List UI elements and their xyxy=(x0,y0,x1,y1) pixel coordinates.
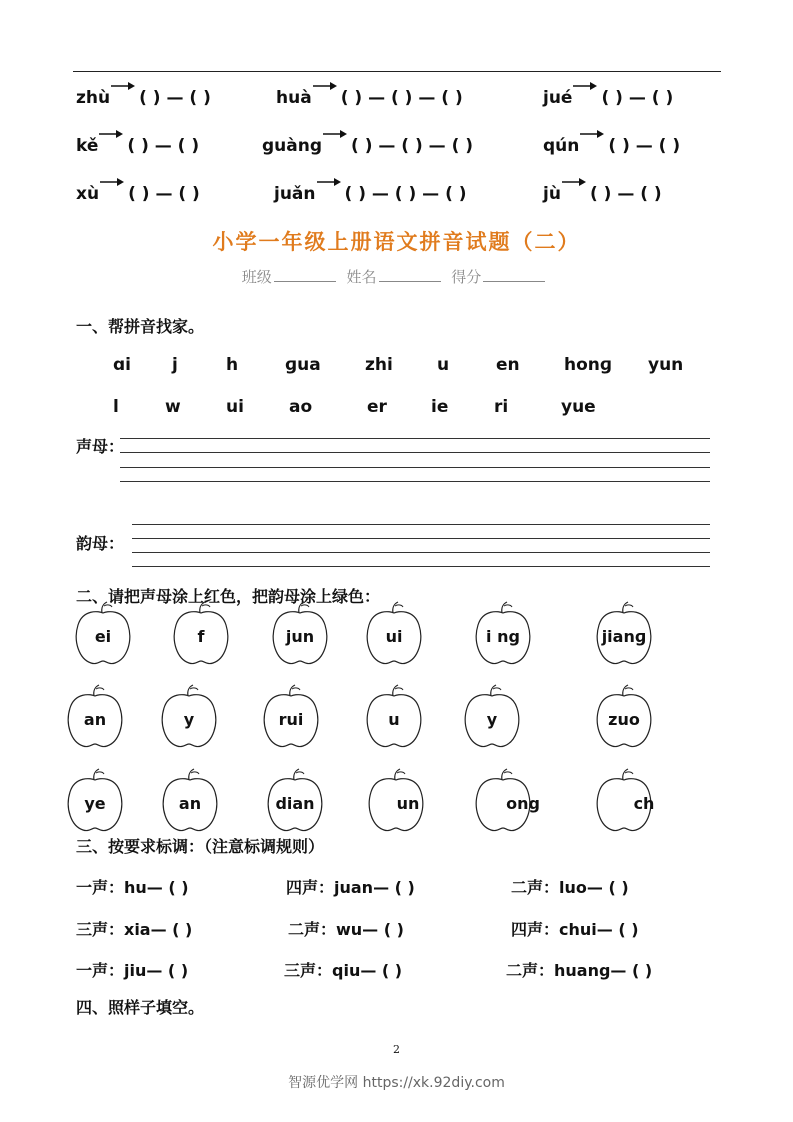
pinyin-item: ɑi xyxy=(113,355,131,375)
apple-item[interactable] xyxy=(61,684,129,756)
apple-item[interactable] xyxy=(362,768,430,840)
writing-line[interactable] xyxy=(132,524,710,525)
apple-item[interactable] xyxy=(266,601,334,673)
example-item xyxy=(543,79,673,108)
score-field[interactable] xyxy=(483,269,545,282)
apple-item[interactable] xyxy=(156,768,224,840)
writing-line[interactable] xyxy=(132,566,710,567)
example-item xyxy=(543,127,680,156)
arrow-icon xyxy=(99,127,123,141)
blank-slots: ( ) — ( ) — ( ) xyxy=(340,88,463,108)
blank-slots: ( ) — ( ) xyxy=(608,136,681,156)
apple-label: y xyxy=(486,710,498,729)
apple-label: un xyxy=(396,794,420,813)
pinyin-item: u xyxy=(437,355,450,375)
apple-label: ch xyxy=(633,794,655,813)
pinyin-item: ri xyxy=(494,397,509,417)
apple-item[interactable] xyxy=(590,684,658,756)
shengmu-label: 声母： xyxy=(76,437,125,456)
pinyin-item: w xyxy=(165,397,181,417)
apple-label: dian xyxy=(275,794,315,813)
apple-label: y xyxy=(183,710,195,729)
syllable: qún xyxy=(543,136,580,156)
apple-item[interactable] xyxy=(360,684,428,756)
blank-slots: ( ) — ( ) xyxy=(601,88,674,108)
apple-label: ye xyxy=(84,794,106,813)
syllable: guàng xyxy=(262,136,323,156)
example-row-1 xyxy=(0,79,793,109)
apple-label: ong xyxy=(506,794,540,813)
example-row-3 xyxy=(0,175,793,205)
apple-item[interactable] xyxy=(590,768,658,840)
example-row-2 xyxy=(0,127,793,157)
arrow-icon xyxy=(317,175,341,189)
blank-slots: ( ) — ( ) — ( ) xyxy=(344,184,467,204)
apple-item[interactable] xyxy=(167,601,235,673)
apple-item[interactable] xyxy=(69,601,137,673)
writing-line[interactable] xyxy=(120,438,710,439)
apple-label: an xyxy=(178,794,202,813)
tone-question[interactable]: 二声：huang— ( ) xyxy=(506,961,653,980)
section-4-heading: 四、照样子填空。 xyxy=(76,998,205,1017)
apple-label: an xyxy=(83,710,107,729)
class-field[interactable] xyxy=(274,269,336,282)
class-label: 班级 xyxy=(241,268,272,286)
apple-item[interactable] xyxy=(590,601,658,673)
arrow-icon xyxy=(562,175,586,189)
example-item xyxy=(543,175,662,204)
apple-label: ui xyxy=(385,627,403,646)
pinyin-item: h xyxy=(226,355,239,375)
pinyin-item: ie xyxy=(431,397,449,417)
pinyin-item: j xyxy=(172,355,178,375)
top-rule xyxy=(73,71,721,72)
tone-question[interactable]: 四声：chui— ( ) xyxy=(511,920,639,939)
writing-line[interactable] xyxy=(132,538,710,539)
student-info xyxy=(0,266,793,287)
pinyin-item: yun xyxy=(648,355,684,375)
apple-label: jianɡ xyxy=(601,627,647,646)
tone-question[interactable]: 三声：qiu— ( ) xyxy=(284,961,403,980)
arrow-icon xyxy=(323,127,347,141)
pinyin-item: zhi xyxy=(365,355,393,375)
example-item xyxy=(276,79,463,108)
apple-label: f xyxy=(197,627,205,646)
pinyin-item: l xyxy=(113,397,119,417)
blank-slots: ( ) — ( ) xyxy=(128,184,200,204)
tone-question[interactable]: 二声：luo— ( ) xyxy=(511,878,629,897)
pinyin-item: en xyxy=(496,355,520,375)
apple-item[interactable] xyxy=(469,601,537,673)
apple-item[interactable] xyxy=(257,684,325,756)
apple-item[interactable] xyxy=(458,684,526,756)
name-label: 姓名 xyxy=(346,268,377,286)
apple-label: jun xyxy=(285,627,315,646)
apple-label: u xyxy=(388,710,400,729)
section-1-heading: 一、帮拼音找家。 xyxy=(76,317,205,336)
arrow-icon xyxy=(573,79,597,93)
example-item xyxy=(76,175,200,204)
name-field[interactable] xyxy=(379,269,441,282)
arrow-icon xyxy=(580,127,604,141)
apple-label: rui xyxy=(278,710,304,729)
syllable: kě xyxy=(76,136,99,156)
apple-item[interactable] xyxy=(469,768,540,840)
pinyin-item: ao xyxy=(289,397,313,417)
page-number: 2 xyxy=(393,1043,400,1056)
tone-question[interactable]: 三声：xia— ( ) xyxy=(76,920,193,939)
apple-item[interactable] xyxy=(360,601,428,673)
writing-line[interactable] xyxy=(120,452,710,453)
pinyin-item: honɡ xyxy=(564,355,613,375)
syllable: xù xyxy=(76,184,100,204)
apple-label: i ng xyxy=(486,627,520,646)
syllable: jù xyxy=(543,184,561,204)
blank-slots: ( ) — ( ) xyxy=(127,136,200,156)
pinyin-item: ui xyxy=(226,397,244,417)
apple-label: zuo xyxy=(608,710,640,729)
apple-item[interactable] xyxy=(155,684,223,756)
apple-label: ei xyxy=(94,627,112,646)
example-item xyxy=(274,175,467,204)
blank-slots: ( ) — ( ) xyxy=(589,184,662,204)
blank-slots: ( ) — ( ) — ( ) xyxy=(351,136,474,156)
pinyin-item: er xyxy=(367,397,387,417)
arrow-icon xyxy=(100,175,124,189)
yunmu-label: 韵母： xyxy=(76,534,125,553)
footer-watermark: 智源优学网 https://xk.92diy.com xyxy=(288,1075,505,1091)
syllable: juǎn xyxy=(274,184,316,204)
example-item xyxy=(76,79,211,108)
tone-question[interactable]: 一声：hu— ( ) xyxy=(76,878,189,897)
writing-line[interactable] xyxy=(120,467,710,468)
syllable: huà xyxy=(276,88,312,108)
tone-question[interactable]: 四声：juan— ( ) xyxy=(286,878,415,897)
syllable: jué xyxy=(543,88,573,108)
arrow-icon xyxy=(111,79,135,93)
pinyin-item: yue xyxy=(561,397,596,417)
arrow-icon xyxy=(313,79,337,93)
pinyin-item: ɡua xyxy=(285,355,321,375)
section-2-heading: 二、请把声母涂上红色，把韵母涂上绿色： xyxy=(76,587,381,606)
tone-question[interactable]: 二声：wu— ( ) xyxy=(288,920,404,939)
apple-item[interactable] xyxy=(261,768,329,840)
section-3-heading: 三、按要求标调：（注意标调规则） xyxy=(76,837,325,856)
example-item xyxy=(262,127,473,156)
example-item xyxy=(76,127,199,156)
score-label: 得分 xyxy=(451,268,482,286)
tone-question[interactable]: 一声：jiu— ( ) xyxy=(76,961,189,980)
blank-slots: ( ) — ( ) xyxy=(139,88,211,108)
page-title: 小学一年级上册语文拼音试题（二） xyxy=(212,229,581,254)
writing-line[interactable] xyxy=(132,552,710,553)
writing-line[interactable] xyxy=(120,481,710,482)
apple-item[interactable] xyxy=(61,768,129,840)
syllable: zhù xyxy=(76,88,111,108)
